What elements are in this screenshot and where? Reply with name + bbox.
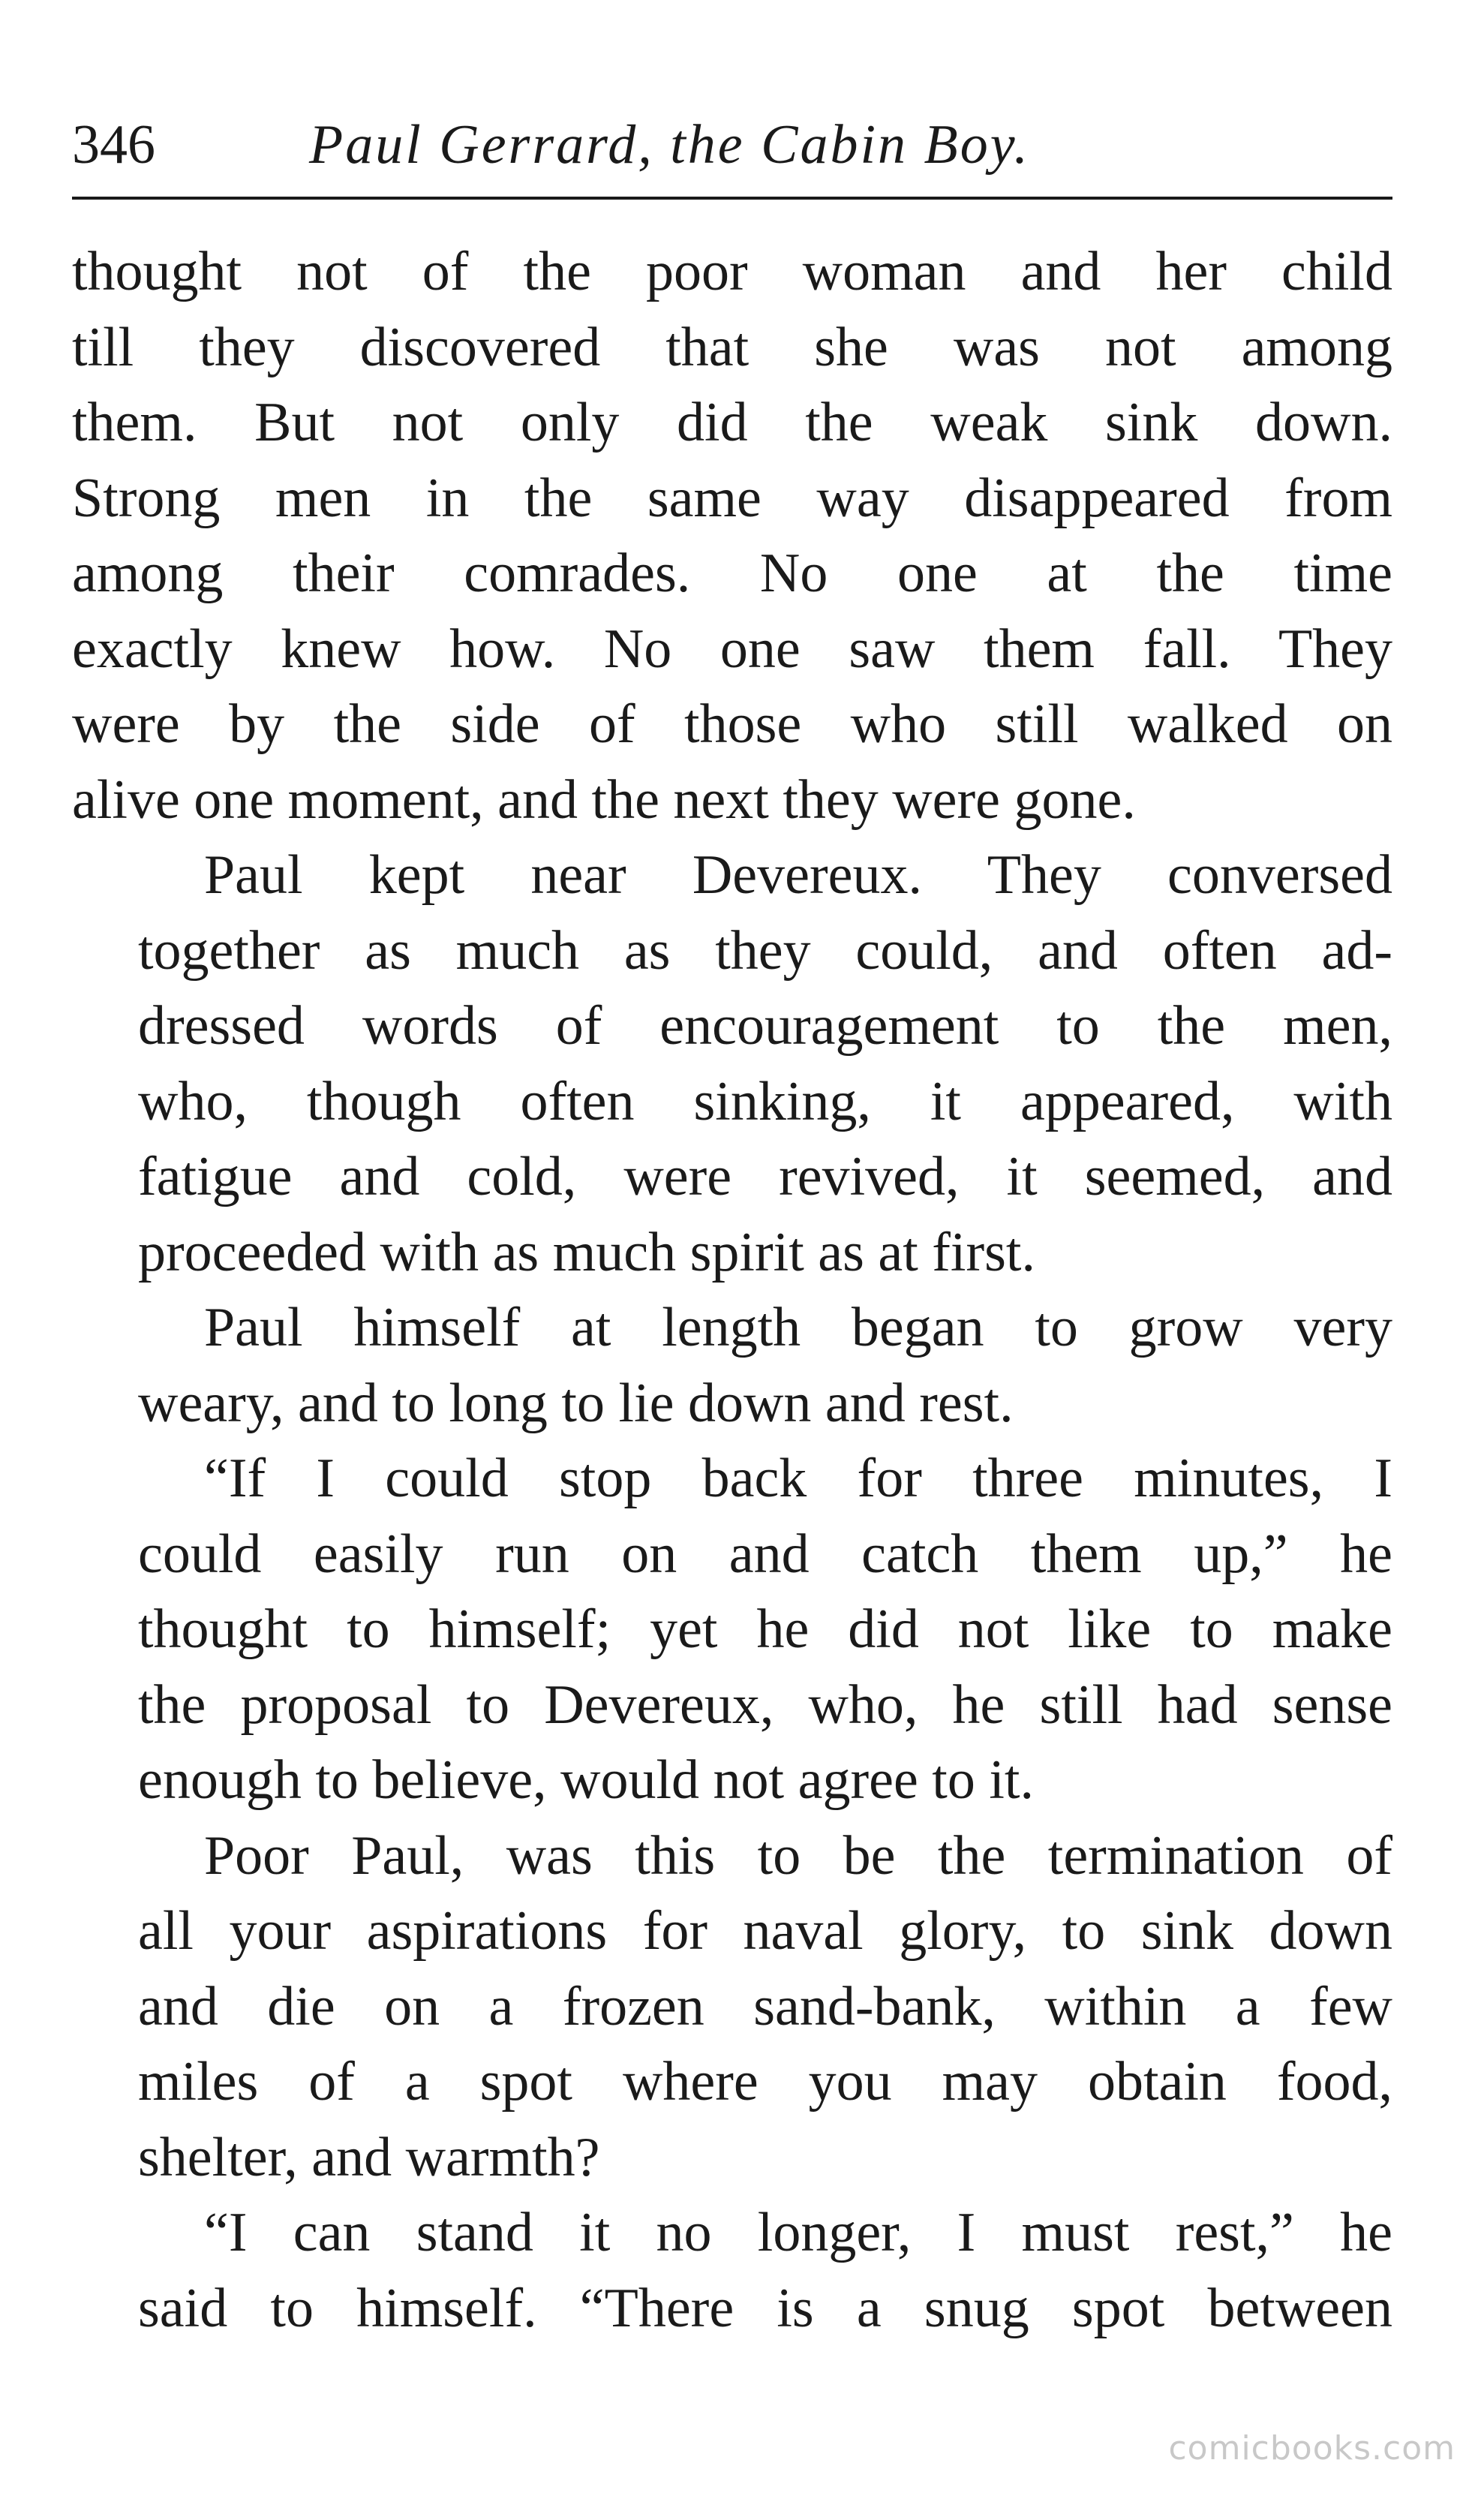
- page-header: [72, 111, 1392, 179]
- text-line: Poor Paul, was this to be the termination of: [204, 1824, 1392, 1887]
- text-line: Paul himself at length began to grow very: [204, 1297, 1392, 1358]
- text-line: Strong men in the same way disappeared from: [72, 467, 1392, 529]
- text-line: shelter, and warmth?: [138, 2126, 600, 2188]
- paragraph: [72, 2195, 1392, 2346]
- page-number: 346: [72, 114, 155, 176]
- text-line: till they discovered that she was not among: [72, 316, 1392, 378]
- paragraph: [72, 234, 1392, 838]
- text-line: fatigue and cold, were revived, it seemed, and: [138, 1146, 1392, 1207]
- text-line: the proposal to Devereux, who, he still had sense: [138, 1674, 1392, 1736]
- text-line: said to himself. “There is a snug spot between: [138, 2277, 1392, 2339]
- text-line: exactly knew how. No one saw them fall. They: [72, 618, 1392, 680]
- paragraph: [72, 1818, 1392, 2196]
- text-line: Paul kept near Devereux. They conversed: [204, 844, 1392, 906]
- text-line: proceeded with as much spirit as at first.: [138, 1221, 1035, 1283]
- text-line: “If I could stop back for three minutes, I: [204, 1448, 1392, 1509]
- paragraph: [72, 1441, 1392, 1818]
- watermark: comicbooks.com: [1168, 2429, 1455, 2467]
- paragraph: [72, 1290, 1392, 1441]
- text-line: alive one moment, and the next they were gone.: [72, 768, 1136, 831]
- text-line: weary, and to long to lie down and rest.: [138, 1372, 1014, 1434]
- text-line: thought not of the poor woman and her child: [72, 241, 1392, 302]
- text-line: and die on a frozen sand-bank, within a few: [138, 1975, 1392, 2037]
- text-line: among their comrades. No one at the time: [72, 543, 1392, 604]
- text-line: all your aspirations for naval glory, to sink down: [138, 1900, 1392, 1962]
- running-head: Paul Gerrard, the Cabin Boy.: [309, 114, 1030, 176]
- paragraph: [72, 838, 1392, 1290]
- text-line: were by the side of those who still walked on: [72, 693, 1392, 755]
- text-line: together as much as they could, and often ad-: [138, 919, 1392, 982]
- body-text: [72, 234, 1392, 2346]
- text-line: miles of a spot where you may obtain food,: [138, 2051, 1392, 2113]
- text-line: could easily run on and catch them up,” he: [138, 1523, 1392, 1585]
- text-line: enough to believe, would not agree to it.: [138, 1749, 1034, 1811]
- text-line: dressed words of encouragement to the men,: [138, 995, 1392, 1057]
- text-line: who, though often sinking, it appeared, with: [138, 1070, 1392, 1132]
- text-line: “I can stand it no longer, I must rest,” he: [204, 2202, 1392, 2263]
- text-line: them. But not only did the weak sink down.: [72, 392, 1392, 453]
- header-rule: [72, 197, 1392, 200]
- text-line: thought to himself; yet he did not like to make: [138, 1598, 1392, 1660]
